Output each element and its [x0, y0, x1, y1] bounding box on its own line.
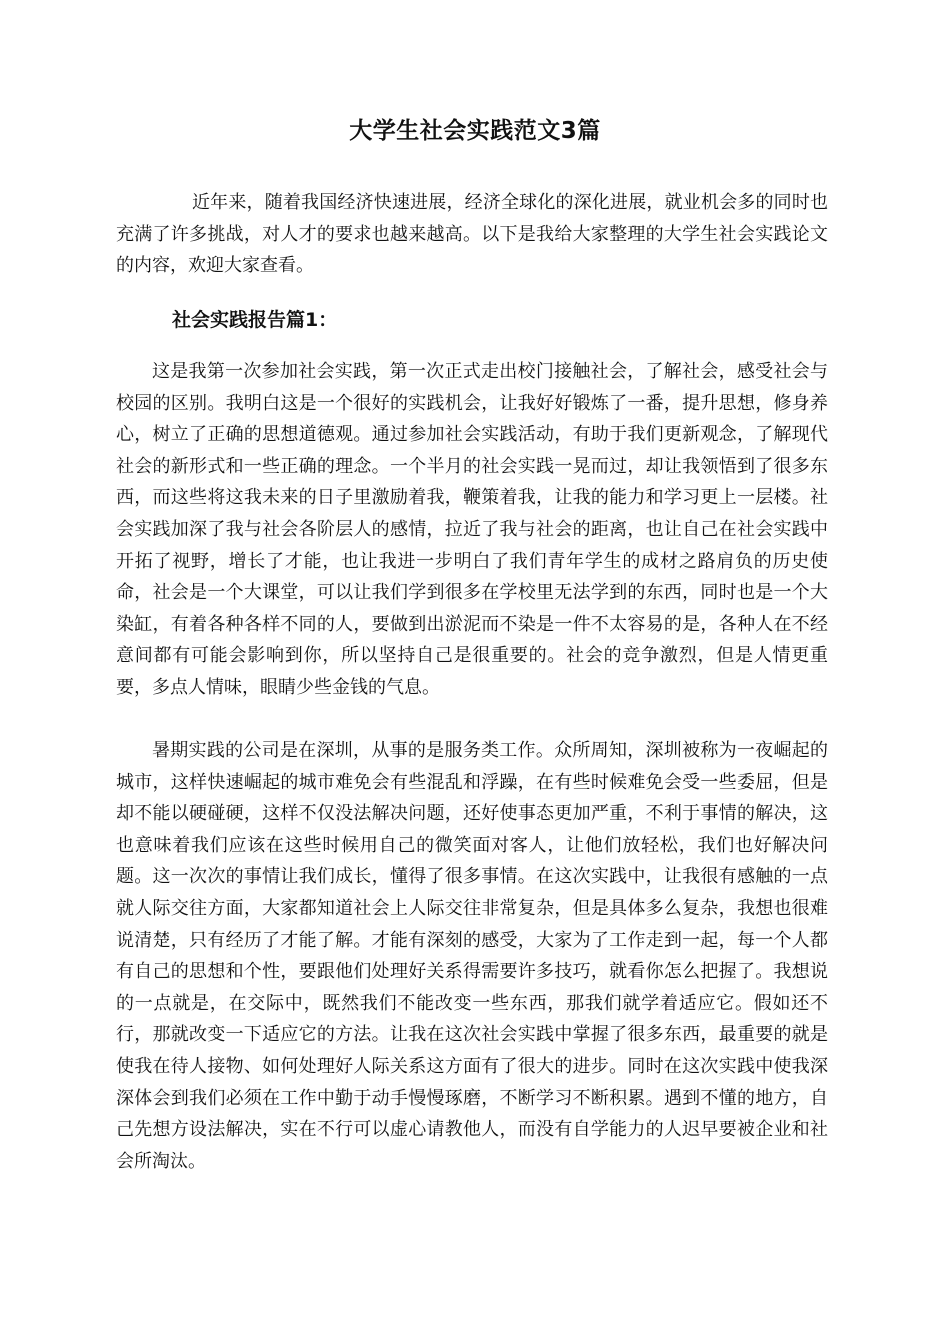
section-heading: 社会实践报告篇1：	[172, 309, 338, 331]
body-paragraph-2: 暑期实践的公司是在深圳，从事的是服务类工作。众所周知，深圳被称为一夜崛起的城市，这样快速崛起的城市难免会有些混乱和浮躁，在有些时候难免会受一些委屈，但是却不能以硬碰硬，这样不仅没法解决问题，还好使事态更加严重，不利于事情的解决，这也意味着我们应该在这些时候用自己的微笑面对客人，让他们放轻松，我们也好解决问题。这一次次的事情让我们成长，懂得了很多事情。在这次实践中，让我很有感触的一点就人际交往方面，大家都知道社会上人际交往非常复杂，但是具体多么复杂，我想也很难说清楚，只有经历了才能了解。才能有深刻的感受，大家为了工作走到一起，每一个人都有自己的思想和个性，要跟他们处理好关系得需要许多技巧，就看你怎么把握了。我想说的一点就是，在交际中，既然我们不能改变一些东西，那我们就学着适应它。假如还不行，那就改变一下适应它的方法。让我在这次社会实践中掌握了很多东西，最重要的就是使我在待人接物、如何处理好人际关系这方面有了很大的进步。同时在这次实践中使我深深体会到我们必须在工作中勤于动手慢慢琢磨，不断学习不断积累。遇到不懂的地方，自己先想方设法解决，实在不行可以虚心请教他人，而没有自学能力的人迟早要被企业和社会所淘汰。	[116, 740, 828, 1172]
document-title: 大学生社会实践范文3篇	[349, 118, 601, 144]
body-paragraph-1: 这是我第一次参加社会实践，第一次正式走出校门接触社会，了解社会，感受社会与校园的区别。我明白这是一个很好的实践机会，让我好好锻炼了一番，提升思想，修身养心，树立了正确的思想道德观。通过参加社会实践活动，有助于我们更新观念，了解现代社会的新形式和一些正确的理念。一个半月的社会实践一晃而过，却让我领悟到了很多东西，而这些将这我未来的日子里激励着我，鞭策着我，让我的能力和学习更上一层楼。社会实践加深了我与社会各阶层人的感情，拉近了我与社会的距离，也让自己在社会实践中开拓了视野，增长了才能，也让我进一步明白了我们青年学生的成材之路肩负的历史使命，社会是一个大课堂，可以让我们学到很多在学校里无法学到的东西，同时也是一个大染缸，有着各种各样不同的人，要做到出淤泥而不染是一件不太容易的是，各种人在不经意间都有可能会影响到你，所以坚持自己是很重要的。社会的竞争激烈，但是人情更重要，多点人情味，眼睛少些金钱的气息。	[116, 361, 828, 698]
intro-paragraph: 近年来，随着我国经济快速进展，经济全球化的深化进展，就业机会多的同时也充满了许多挑战，对人才的要求也越来越高。以下是我给大家整理的大学生社会实践论文的内容，欢迎大家查看。	[116, 192, 828, 277]
